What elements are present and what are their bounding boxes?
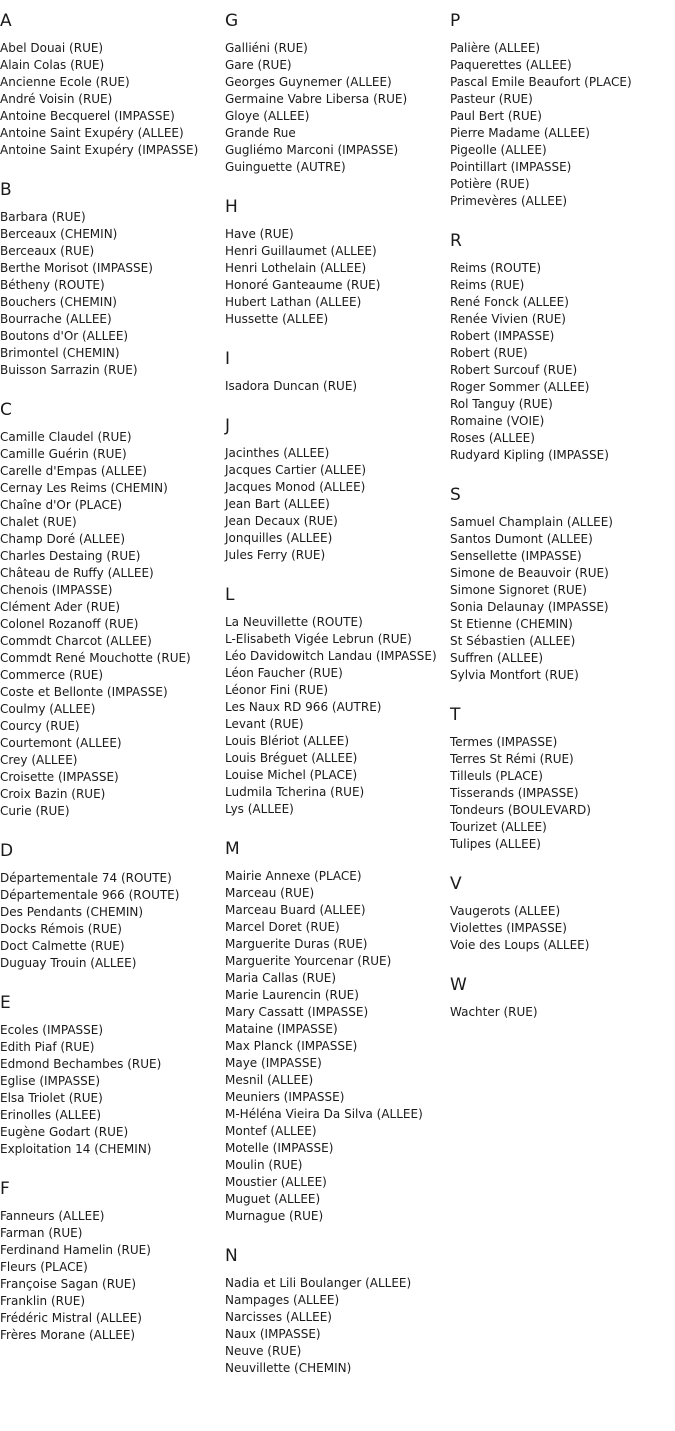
street-list xyxy=(450,1004,672,1021)
letter-heading: E xyxy=(0,993,11,1013)
street-item: Clément Ader (RUE) xyxy=(0,600,121,614)
letter-section xyxy=(450,10,672,210)
street-list xyxy=(0,209,222,379)
street-item: Guinguette (AUTRE) xyxy=(225,160,346,174)
letter-section xyxy=(450,704,672,853)
street-item: Neuve (RUE) xyxy=(225,1344,302,1358)
street-item: Frères Morane (ALLEE) xyxy=(0,1328,136,1342)
street-item: Wachter (RUE) xyxy=(450,1005,538,1019)
street-item: Départementale 74 (ROUTE) xyxy=(0,871,172,885)
street-item: Léo Davidowitch Landau (IMPASSE) xyxy=(225,649,437,663)
street-item: Marguerite Duras (RUE) xyxy=(225,937,368,951)
street-list xyxy=(450,260,672,464)
street-item: St Etienne (CHEMIN) xyxy=(450,617,573,631)
street-item: St Sébastien (ALLEE) xyxy=(450,634,576,648)
letter-section xyxy=(0,10,222,159)
street-item: Have (RUE) xyxy=(225,227,294,241)
street-list xyxy=(0,1208,222,1344)
letter-section xyxy=(450,230,672,464)
street-item: Croix Bazin (RUE) xyxy=(0,787,106,801)
street-item: Pigeolle (ALLEE) xyxy=(450,143,547,157)
street-item: Commdt René Mouchotte (RUE) xyxy=(0,651,191,665)
street-item: Louis Blériot (ALLEE) xyxy=(225,734,350,748)
street-list xyxy=(225,1275,447,1377)
letter-section xyxy=(0,992,222,1158)
street-list xyxy=(450,514,672,684)
letter-heading: N xyxy=(225,1246,238,1266)
street-list xyxy=(225,378,447,395)
street-item: Pasteur (RUE) xyxy=(450,92,533,106)
street-item: Alain Colas (RUE) xyxy=(0,58,105,72)
street-item: Renée Vivien (RUE) xyxy=(450,312,566,326)
street-item: Les Naux RD 966 (AUTRE) xyxy=(225,700,382,714)
letter-section xyxy=(450,873,672,954)
street-item: Palière (ALLEE) xyxy=(450,41,541,55)
letter-section xyxy=(225,348,447,395)
street-list xyxy=(0,870,222,972)
street-list xyxy=(0,40,222,159)
street-list xyxy=(450,40,672,210)
street-list xyxy=(225,614,447,818)
street-item: Neuvillette (CHEMIN) xyxy=(225,1361,352,1375)
street-item: Marie Laurencin (RUE) xyxy=(225,988,359,1002)
street-item: Levant (RUE) xyxy=(225,717,304,731)
street-item: Barbara (RUE) xyxy=(0,210,86,224)
index-column xyxy=(450,10,672,1041)
street-item: Carelle d'Empas (ALLEE) xyxy=(0,464,147,478)
street-item: Frédéric Mistral (ALLEE) xyxy=(0,1311,142,1325)
street-item: Coulmy (ALLEE) xyxy=(0,702,96,716)
street-item: Jonquilles (ALLEE) xyxy=(225,531,333,545)
letter-heading: M xyxy=(225,839,240,859)
street-item: Mary Cassatt (IMPASSE) xyxy=(225,1005,369,1019)
street-item: Hubert Lathan (ALLEE) xyxy=(225,295,362,309)
street-item: Honoré Ganteaume (RUE) xyxy=(225,278,381,292)
street-item: Potière (RUE) xyxy=(450,177,530,191)
street-item: Tourizet (ALLEE) xyxy=(450,820,547,834)
street-item: Samuel Champlain (ALLEE) xyxy=(450,515,613,529)
street-item: Doct Calmette (RUE) xyxy=(0,939,125,953)
street-item: Tulipes (ALLEE) xyxy=(450,837,541,851)
street-item: Gare (RUE) xyxy=(225,58,292,72)
street-item: Pierre Madame (ALLEE) xyxy=(450,126,590,140)
street-item: Jacques Cartier (ALLEE) xyxy=(225,463,367,477)
street-item: Tisserands (IMPASSE) xyxy=(450,786,579,800)
street-item: Fleurs (PLACE) xyxy=(0,1260,88,1274)
letter-heading: C xyxy=(0,400,12,420)
letter-heading: I xyxy=(225,349,231,369)
street-item: Violettes (IMPASSE) xyxy=(450,921,567,935)
street-item: La Neuvillette (ROUTE) xyxy=(225,615,363,629)
street-item: Muguet (ALLEE) xyxy=(225,1192,321,1206)
street-item: Chenois (IMPASSE) xyxy=(0,583,113,597)
street-item: Terres St Rémi (RUE) xyxy=(450,752,574,766)
street-item: Mesnil (ALLEE) xyxy=(225,1073,314,1087)
street-item: Meuniers (IMPASSE) xyxy=(225,1090,345,1104)
street-list xyxy=(450,903,672,954)
street-item: Brimontel (CHEMIN) xyxy=(0,346,120,360)
street-item: Henri Guillaumet (ALLEE) xyxy=(225,244,377,258)
street-item: Max Planck (IMPASSE) xyxy=(225,1039,358,1053)
letter-section xyxy=(225,196,447,328)
street-item: Sensellette (IMPASSE) xyxy=(450,549,582,563)
street-item: Vaugerots (ALLEE) xyxy=(450,904,561,918)
street-item: Mairie Annexe (PLACE) xyxy=(225,869,362,883)
street-item: Eugène Godart (RUE) xyxy=(0,1125,129,1139)
street-item: Crey (ALLEE) xyxy=(0,753,78,767)
street-item: Henri Lothelain (ALLEE) xyxy=(225,261,367,275)
street-item: Françoise Sagan (RUE) xyxy=(0,1277,137,1291)
street-item: Elsa Triolet (RUE) xyxy=(0,1091,103,1105)
street-item: Nampages (ALLEE) xyxy=(225,1293,340,1307)
letter-heading: G xyxy=(225,11,239,31)
street-item: Colonel Rozanoff (RUE) xyxy=(0,617,139,631)
street-item: Jules Ferry (RUE) xyxy=(225,548,326,562)
letter-section xyxy=(225,10,447,176)
street-list xyxy=(225,868,447,1225)
street-item: Docks Rémois (RUE) xyxy=(0,922,122,936)
street-item: Camille Claudel (RUE) xyxy=(0,430,132,444)
street-item: Jean Bart (ALLEE) xyxy=(225,497,330,511)
letter-heading: S xyxy=(450,485,461,505)
street-item: Jean Decaux (RUE) xyxy=(225,514,338,528)
street-item: Voie des Loups (ALLEE) xyxy=(450,938,590,952)
street-item: Antoine Becquerel (IMPASSE) xyxy=(0,109,175,123)
street-item: Berceaux (CHEMIN) xyxy=(0,227,118,241)
letter-heading: W xyxy=(450,975,467,995)
street-item: Marceau (RUE) xyxy=(225,886,315,900)
letter-heading: T xyxy=(450,705,461,725)
street-item: Edmond Bechambes (RUE) xyxy=(0,1057,162,1071)
letter-heading: F xyxy=(0,1179,10,1199)
street-item: Jacinthes (ALLEE) xyxy=(225,446,330,460)
street-item: Grande Rue xyxy=(225,126,296,140)
street-item: Suffren (ALLEE) xyxy=(450,651,544,665)
street-item: Gloye (ALLEE) xyxy=(225,109,310,123)
street-list xyxy=(225,226,447,328)
street-list xyxy=(0,1022,222,1158)
street-item: Commdt Charcot (ALLEE) xyxy=(0,634,152,648)
letter-section xyxy=(450,974,672,1021)
street-item: Roger Sommer (ALLEE) xyxy=(450,380,590,394)
street-list xyxy=(225,40,447,176)
street-item: L-Elisabeth Vigée Lebrun (RUE) xyxy=(225,632,412,646)
letter-section xyxy=(225,838,447,1225)
street-item: Eglise (IMPASSE) xyxy=(0,1074,101,1088)
street-item: Pascal Emile Beaufort (PLACE) xyxy=(450,75,632,89)
street-item: Berceaux (RUE) xyxy=(0,244,95,258)
street-item: Roses (ALLEE) xyxy=(450,431,535,445)
letter-section xyxy=(0,1178,222,1344)
street-item: Antoine Saint Exupéry (ALLEE) xyxy=(0,126,184,140)
street-item: Ludmila Tcherina (RUE) xyxy=(225,785,365,799)
street-item: Abel Douai (RUE) xyxy=(0,41,104,55)
index-column xyxy=(225,10,447,1397)
street-item: Robert (IMPASSE) xyxy=(450,329,555,343)
street-item: Tondeurs (BOULEVARD) xyxy=(450,803,591,817)
street-item: Commerce (RUE) xyxy=(0,668,104,682)
street-item: Simone Signoret (RUE) xyxy=(450,583,587,597)
street-item: Château de Ruffy (ALLEE) xyxy=(0,566,154,580)
street-item: Courcy (RUE) xyxy=(0,719,80,733)
street-item: Marcel Doret (RUE) xyxy=(225,920,340,934)
street-item: René Fonck (ALLEE) xyxy=(450,295,569,309)
street-item: Tilleuls (PLACE) xyxy=(450,769,543,783)
street-item: Louis Bréguet (ALLEE) xyxy=(225,751,358,765)
street-item: Jacques Monod (ALLEE) xyxy=(225,480,366,494)
street-item: Rol Tanguy (RUE) xyxy=(450,397,553,411)
street-item: Georges Guynemer (ALLEE) xyxy=(225,75,392,89)
street-item: Fanneurs (ALLEE) xyxy=(0,1209,105,1223)
street-item: Termes (IMPASSE) xyxy=(450,735,558,749)
street-item: Sonia Delaunay (IMPASSE) xyxy=(450,600,609,614)
street-item: Moulin (RUE) xyxy=(225,1158,303,1172)
letter-heading: D xyxy=(0,841,14,861)
street-item: Lys (ALLEE) xyxy=(225,802,294,816)
letter-heading: L xyxy=(225,585,235,605)
street-item: Santos Dumont (ALLEE) xyxy=(450,532,593,546)
street-item: Motelle (IMPASSE) xyxy=(225,1141,334,1155)
street-item: Charles Destaing (RUE) xyxy=(0,549,141,563)
street-item: Edith Piaf (RUE) xyxy=(0,1040,95,1054)
street-item: Primevères (ALLEE) xyxy=(450,194,568,208)
street-item: Léonor Fini (RUE) xyxy=(225,683,329,697)
street-item: Sylvia Montfort (RUE) xyxy=(450,668,579,682)
letter-heading: V xyxy=(450,874,462,894)
street-item: Murnague (RUE) xyxy=(225,1209,324,1223)
letter-section xyxy=(0,179,222,379)
street-item: Nadia et Lili Boulanger (ALLEE) xyxy=(225,1276,412,1290)
street-item: Chaîne d'Or (PLACE) xyxy=(0,498,123,512)
street-list xyxy=(225,445,447,564)
street-item: Boutons d'Or (ALLEE) xyxy=(0,329,129,343)
street-item: Bouchers (CHEMIN) xyxy=(0,295,117,309)
street-item: Des Pendants (CHEMIN) xyxy=(0,905,144,919)
street-item: Romaine (VOIE) xyxy=(450,414,545,428)
street-item: Cernay Les Reims (CHEMIN) xyxy=(0,481,168,495)
street-item: Reims (ROUTE) xyxy=(450,261,542,275)
letter-section xyxy=(0,399,222,820)
street-item: Antoine Saint Exupéry (IMPASSE) xyxy=(0,143,199,157)
letter-heading: A xyxy=(0,11,12,31)
street-item: Bétheny (ROUTE) xyxy=(0,278,105,292)
street-item: Coste et Bellonte (IMPASSE) xyxy=(0,685,168,699)
street-item: Paquerettes (ALLEE) xyxy=(450,58,572,72)
street-item: Curie (RUE) xyxy=(0,804,70,818)
letter-heading: P xyxy=(450,11,461,31)
street-item: Exploitation 14 (CHEMIN) xyxy=(0,1142,152,1156)
street-item: Courtemont (ALLEE) xyxy=(0,736,122,750)
street-item: Robert (RUE) xyxy=(450,346,528,360)
street-item: Mataine (IMPASSE) xyxy=(225,1022,338,1036)
street-item: André Voisin (RUE) xyxy=(0,92,113,106)
street-item: Berthe Morisot (IMPASSE) xyxy=(0,261,153,275)
street-item: Champ Doré (ALLEE) xyxy=(0,532,126,546)
street-item: Départementale 966 (ROUTE) xyxy=(0,888,180,902)
street-item: Rudyard Kipling (IMPASSE) xyxy=(450,448,609,462)
street-list xyxy=(0,429,222,820)
letter-section xyxy=(225,1245,447,1377)
index-column xyxy=(0,10,222,1364)
street-item: Camille Guérin (RUE) xyxy=(0,447,127,461)
street-item: Pointillart (IMPASSE) xyxy=(450,160,572,174)
street-item: Moustier (ALLEE) xyxy=(225,1175,327,1189)
letter-heading: R xyxy=(450,231,462,251)
street-item: M-Héléna Vieira Da Silva (ALLEE) xyxy=(225,1107,423,1121)
street-item: Reims (RUE) xyxy=(450,278,525,292)
letter-heading: J xyxy=(225,416,231,436)
street-item: Ferdinand Hamelin (RUE) xyxy=(0,1243,151,1257)
letter-heading: H xyxy=(225,197,238,217)
street-item: Marceau Buard (ALLEE) xyxy=(225,903,366,917)
street-item: Gugliémo Marconi (IMPASSE) xyxy=(225,143,399,157)
street-item: Hussette (ALLEE) xyxy=(225,312,329,326)
street-item: Ancienne Ecole (RUE) xyxy=(0,75,130,89)
street-item: Farman (RUE) xyxy=(0,1226,83,1240)
street-item: Bourrache (ALLEE) xyxy=(0,312,112,326)
letter-section xyxy=(225,415,447,564)
street-item: Marguerite Yourcenar (RUE) xyxy=(225,954,392,968)
street-item: Maria Callas (RUE) xyxy=(225,971,337,985)
street-item: Montef (ALLEE) xyxy=(225,1124,317,1138)
letter-section xyxy=(450,484,672,684)
street-item: Robert Surcouf (RUE) xyxy=(450,363,578,377)
street-item: Naux (IMPASSE) xyxy=(225,1327,321,1341)
street-item: Buisson Sarrazin (RUE) xyxy=(0,363,138,377)
street-item: Erinolles (ALLEE) xyxy=(0,1108,102,1122)
street-list xyxy=(450,734,672,853)
letter-section xyxy=(0,840,222,972)
street-item: Ecoles (IMPASSE) xyxy=(0,1023,104,1037)
street-item: Isadora Duncan (RUE) xyxy=(225,379,358,393)
street-item: Franklin (RUE) xyxy=(0,1294,86,1308)
street-item: Germaine Vabre Libersa (RUE) xyxy=(225,92,408,106)
street-item: Croisette (IMPASSE) xyxy=(0,770,119,784)
street-item: Chalet (RUE) xyxy=(0,515,77,529)
street-item: Léon Faucher (RUE) xyxy=(225,666,343,680)
street-item: Maye (IMPASSE) xyxy=(225,1056,322,1070)
letter-heading: B xyxy=(0,180,12,200)
street-item: Paul Bert (RUE) xyxy=(450,109,542,123)
letter-section xyxy=(225,584,447,818)
street-item: Simone de Beauvoir (RUE) xyxy=(450,566,609,580)
street-item: Louise Michel (PLACE) xyxy=(225,768,358,782)
street-item: Duguay Trouin (ALLEE) xyxy=(0,956,137,970)
street-item: Galliéni (RUE) xyxy=(225,41,308,55)
street-item: Narcisses (ALLEE) xyxy=(225,1310,332,1324)
